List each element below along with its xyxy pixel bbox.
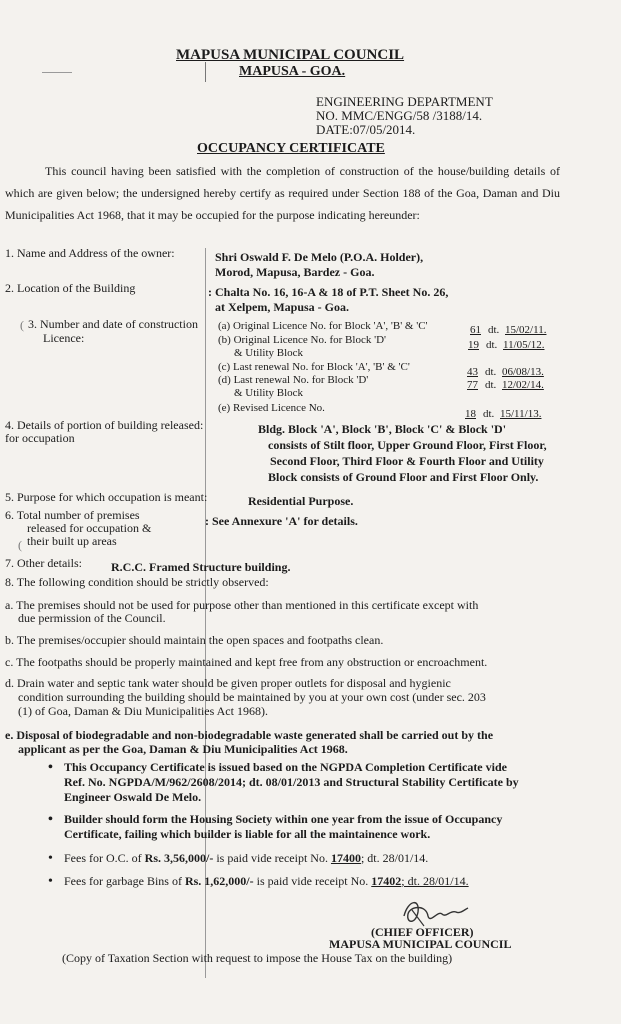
signatory-council: MAPUSA MUNICIPAL COUNCIL [329,937,512,951]
licence-row-d-desc2: & Utility Block [234,387,304,399]
portion-label-line1: 4. Details of portion of building released: [5,418,204,432]
licence-row-c-desc: (c) Last renewal No. for Block 'A', 'B' & 'C' [218,361,410,373]
bullet-garbage-fees [64,874,469,889]
owner-value-line1: Shri Oswald F. De Melo (P.O.A. Holder), [215,250,424,264]
licence-label-line1: 3. Number and date of construction [28,317,198,331]
licence-row-d-desc: (d) Last renewal No. for Block 'D' [218,374,369,386]
signatory-designation: (CHIEF OFFICER) [371,925,474,939]
bullet-oc-basis-line1: • This Occupancy Certificate is issued based on the NGPDA Completion Certificate vide [64,760,507,775]
oc-fees-pre: Fees for O.C. of [64,851,142,865]
licence-row-c-no: 43 [467,366,478,378]
council-place: MAPUSA - GOA. [239,64,346,79]
garbage-fees-pre: Fees for garbage Bins of [64,874,182,888]
bullet-oc-fees [64,851,428,866]
fold-line [205,62,206,82]
bullet-oc-basis-line3: Engineer Oswald De Melo. [64,790,202,804]
condition-d-line1: d. Drain water and septic tank water should be given proper outlets for disposal and hygienic [5,676,451,690]
premises-label-line3: their built up areas [27,534,117,548]
licence-row-b-desc2: & Utility Block [234,347,304,359]
garbage-fees-mid: is paid vide receipt No. [256,874,369,888]
licence-row-a-no: 61 [470,324,481,336]
oc-fees-mid: is paid vide receipt No. [216,851,328,865]
portion-value-line3: Second Floor, Third Floor & Fourth Floor and Utility [270,454,544,468]
purpose-value: Residential Purpose. [248,494,354,508]
owner-label: 1. Name and Address of the owner: [5,246,175,260]
margin-mark: ( [18,538,22,552]
licence-label-line2: Licence: [43,331,85,345]
licence-row-b-no: 19 [468,339,479,351]
bullet-housing-society-line1: • Builder should form the Housing Society within one year from the issue of Occupancy [64,812,502,827]
condition-e-line1: e. Disposal of biodegradable and non-biodegradable waste generated shall be carried out by the [5,728,494,742]
oc-fees-amount: Rs. 3,56,000/- [144,851,214,865]
condition-a-line1: a. The premises should not be used for purpose other than mentioned in this certificate except with [5,598,479,612]
portion-value-line4: Block consists of Ground Floor and First Floor Only. [268,470,539,484]
licence-row-b-desc: (b) Original Licence No. for Block 'D' [218,334,386,346]
oc-fees-receipt: 17400 [330,851,361,865]
licence-row-a-desc: (a) Original Licence No. for Block 'A', 'B' & 'C' [218,320,428,332]
issue-date: DATE:07/05/2014. [316,122,416,137]
licence-row-e-no: 18 [465,408,476,420]
other-details-value: R.C.C. Framed Structure building. [111,560,291,574]
location-value-line2: at Xelpem, Mapusa - Goa. [215,300,349,314]
licence-row-d-dt-label: dt. [485,379,497,391]
condition-b: b. The premises/occupier should maintain the open spaces and footpaths clean. [5,633,384,647]
intro-paragraph: This council having been satisfied with the completion of construction of the house/building details of which are given below; the undersigned hereby certify as required under Section 188 of the Goa, Daman and Diu Municipalities Act 1968, that it may be occupied for the purpose indicating hereunder: [5,164,560,222]
portion-value-line2: consists of Stilt floor, Upper Ground Floor, First Floor, [268,438,547,452]
licence-row-e-desc: (e) Revised Licence No. [218,402,325,414]
location-label: 2. Location of the Building [5,281,136,295]
garbage-fees-amount: Rs. 1,62,000/- [184,874,254,888]
oc-fees-date: ; dt. 28/01/14. [360,851,429,865]
licence-row-c-dt-label: dt. [485,366,497,378]
licence-row-d-dt: 12/02/14. [502,379,544,391]
licence-row-a-dt-label: dt. [488,324,500,336]
copy-to-note: (Copy of Taxation Section with request to impose the House Tax on the building) [62,951,453,965]
condition-d-line2: condition surrounding the building should be maintained by you at your own cost (under sec. 203 [18,690,486,704]
condition-c: c. The footpaths should be properly maintained and kept free from any obstruction or encroachment. [5,655,488,669]
reference-number: NO. MMC/ENGG/58 /3188/14. [316,108,483,123]
condition-d-line3: (1) of Goa, Daman & Diu Municipalities Act 1968). [18,704,268,718]
margin-mark: ( [20,318,24,332]
location-value-line1: : Chalta No. 16, 16-A & 18 of P.T. Sheet No. 26, [208,285,449,299]
licence-row-d-no: 77 [467,379,478,391]
licence-row-a-dt: 15/02/11. [505,324,547,336]
licence-row-e-dt-label: dt. [483,408,495,420]
premises-label-line2: released for occupation & [27,521,152,535]
other-details-label: 7. Other details: [5,556,82,570]
bullet-oc-basis-line2: Ref. No. NGPDA/M/962/2608/2014; dt. 08/01/2013 and Structural Stability Certificate by [64,775,519,789]
fold-line [205,248,206,978]
purpose-label: 5. Purpose for which occupation is meant: [5,490,208,504]
portion-value-line1: Bldg. Block 'A', Block 'B', Block 'C' & Block 'D' [258,422,507,436]
bullet-housing-society-line2: Certificate, failing which builder is liable for all the maintainence work. [64,827,431,841]
licence-row-e-dt: 15/11/13. [500,408,542,420]
premises-label-line1: 6. Total number of premises [5,508,140,522]
condition-e-line2: applicant as per the Goa, Daman & Diu Municipalities Act 1968. [18,742,348,756]
portion-label-line2: for occupation [5,431,75,445]
licence-row-b-dt-label: dt. [486,339,498,351]
scan-mark [42,72,72,73]
condition-a-line2: due permission of the Council. [18,611,166,625]
council-name: MAPUSA MUNICIPAL COUNCIL [176,47,405,63]
department-name: ENGINEERING DEPARTMENT [316,94,493,109]
garbage-fees-receipt: 17402 [371,874,402,888]
owner-value-line2: Morod, Mapusa, Bardez - Goa. [215,265,375,279]
garbage-fees-date: ; dt. 28/01/14. [401,874,469,888]
licence-row-b-dt: 11/05/12. [503,339,545,351]
certificate-title: OCCUPANCY CERTIFICATE [197,141,385,156]
conditions-label: 8. The following condition should be strictly observed: [5,575,269,589]
licence-row-c-dt: 06/08/13. [502,366,544,378]
premises-value: : See Annexure 'A' for details. [205,514,358,528]
